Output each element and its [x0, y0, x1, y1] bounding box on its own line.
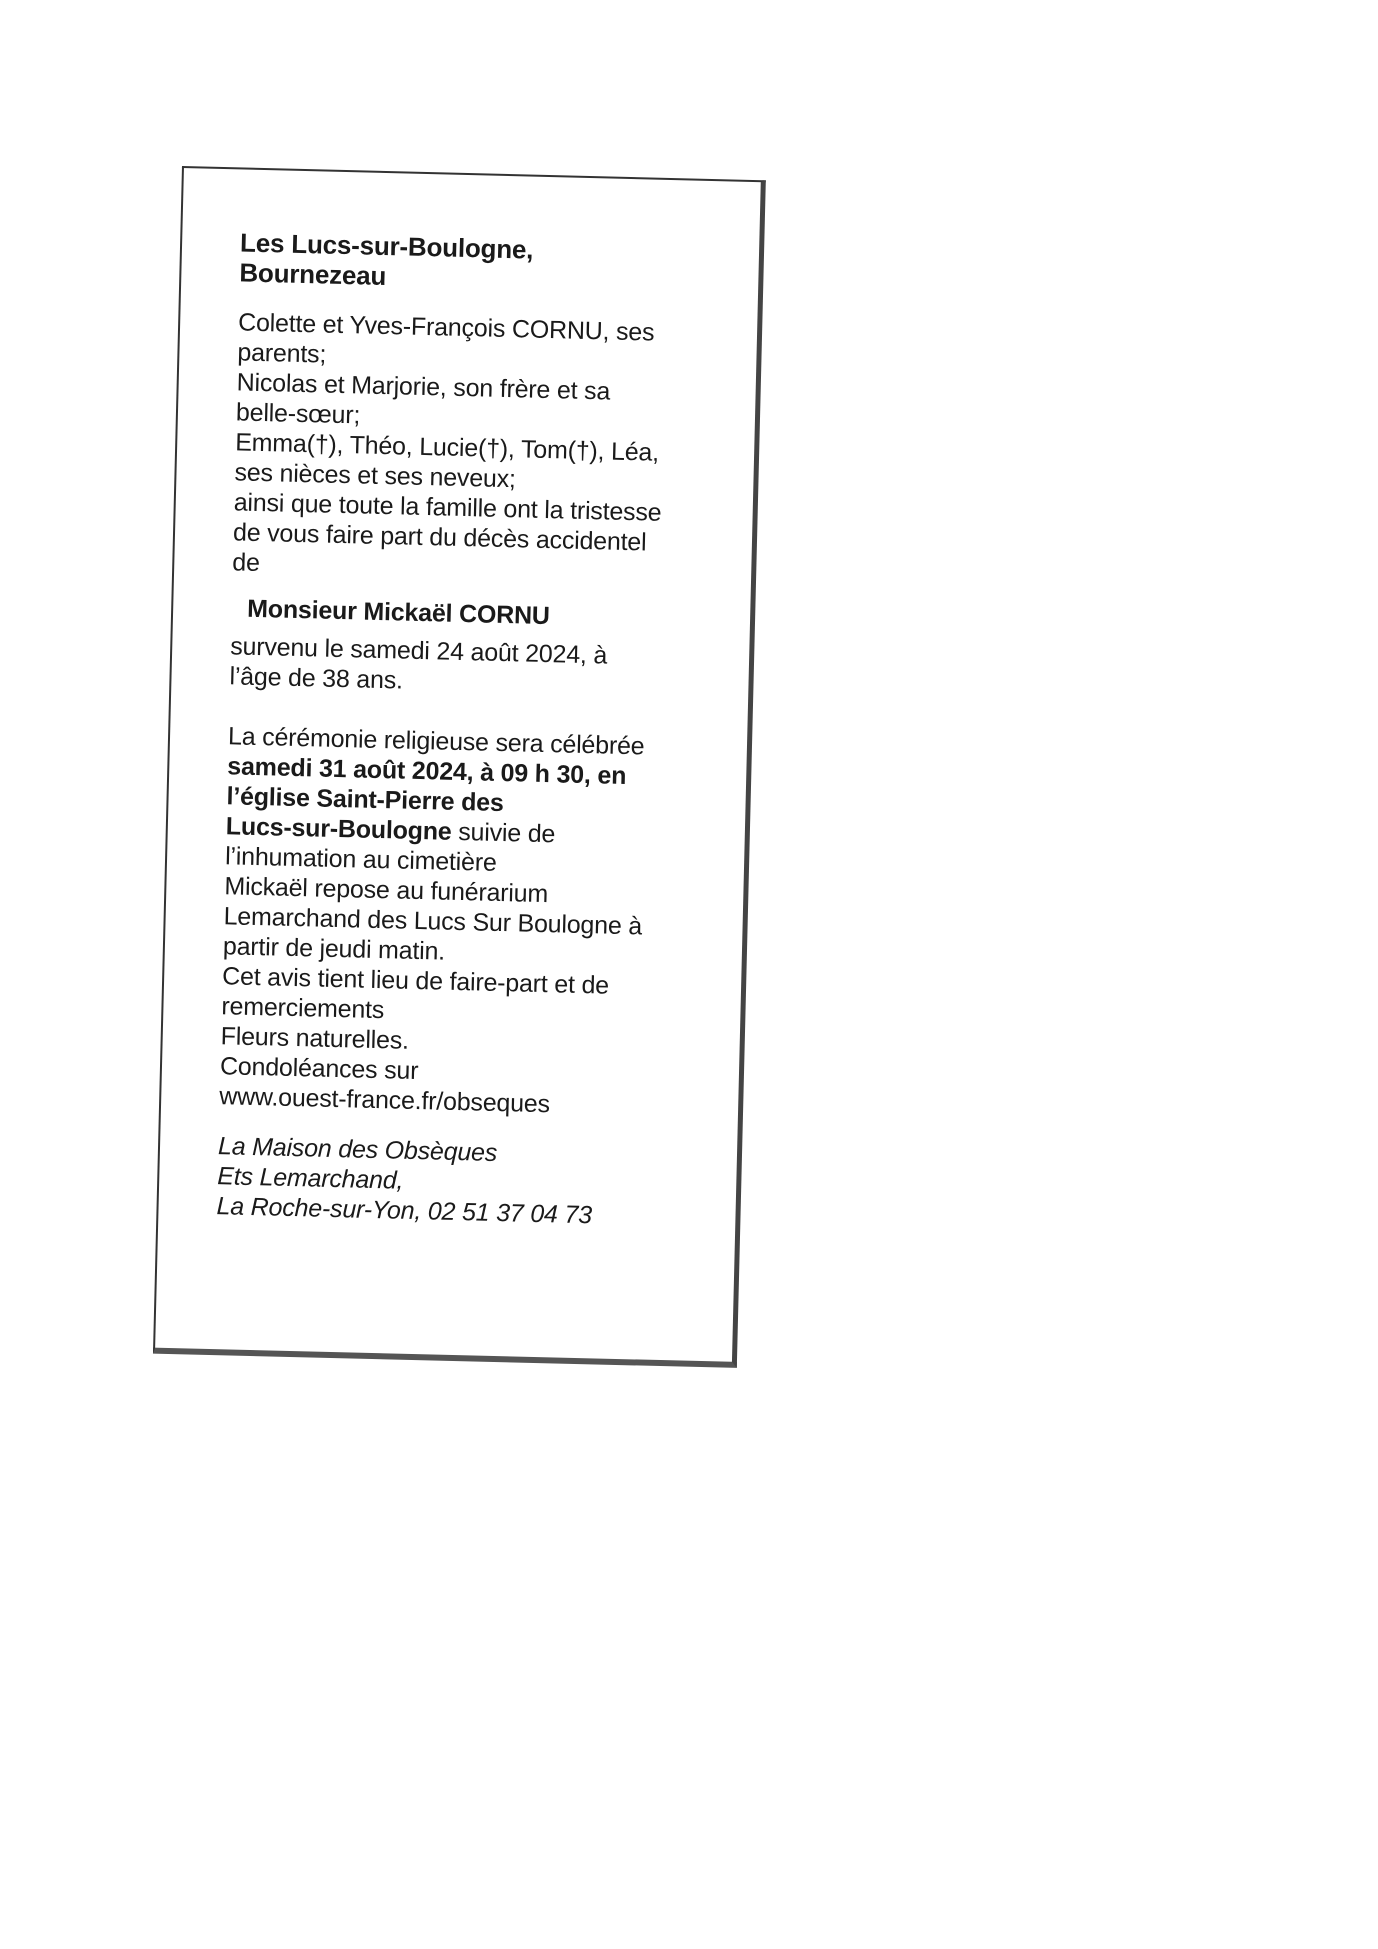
ceremony-line: Condoléances sur — [219, 1052, 419, 1086]
family-line: Nicolas et Marjorie, son frère et sa — [236, 368, 611, 406]
family-line: Colette et Yves-François CORNU, ses — [237, 308, 655, 347]
ceremony-line: Cet avis tient lieu de faire-part et de — [221, 962, 610, 1000]
obituary-notice — [153, 166, 766, 1368]
condolences-url: www.ouest-france.fr/obseques — [218, 1082, 551, 1119]
ceremony-town: Lucs-sur-Boulogne — [225, 812, 452, 846]
ceremony-line: partir de jeudi matin. — [222, 932, 446, 966]
funeral-home-line: La Maison des Obsèques — [217, 1132, 498, 1167]
family-line: belle-sœur; — [235, 398, 361, 430]
death-details-line: survenu le samedi 24 août 2024, à — [229, 632, 608, 670]
ceremony-line: La cérémonie religieuse sera célébrée — [227, 722, 645, 761]
family-line: de vous faire part du décès accidentel — [232, 518, 647, 557]
ceremony-date-line: samedi 31 août 2024, à 09 h 30, en — [227, 752, 627, 791]
ceremony-line: Lemarchand des Lucs Sur Boulogne à — [223, 902, 643, 941]
family-line: de — [231, 548, 261, 578]
notice-text — [216, 227, 710, 1232]
family-line: Emma(†), Théo, Lucie(†), Tom(†), Léa, — [234, 428, 660, 467]
family-line: ses nièces et ses neveux; — [234, 458, 517, 494]
ceremony-line: l’inhumation au cimetière — [224, 842, 497, 877]
death-details-line: l’âge de 38 ans. — [229, 662, 404, 695]
deceased-name: Monsieur Mickaël CORNU — [246, 594, 551, 631]
location-heading-line2: Bournezeau — [239, 257, 387, 292]
funeral-home-contact: La Roche-sur-Yon, 02 51 37 04 73 — [216, 1192, 593, 1230]
ceremony-line: Mickaël repose au funérarium — [224, 872, 549, 909]
ceremony-followed-by: suivie de — [451, 817, 556, 849]
family-line: parents; — [237, 338, 327, 369]
family-line: ainsi que toute la famille ont la tristesse — [233, 488, 662, 527]
ceremony-place-line: l’église Saint-Pierre des — [226, 782, 504, 818]
ceremony-line: remerciements — [221, 992, 385, 1025]
location-heading-line1: Les Lucs-sur-Boulogne, — [239, 227, 534, 265]
ceremony-line: Fleurs naturelles. — [220, 1022, 410, 1055]
funeral-home-line: Ets Lemarchand, — [216, 1162, 404, 1195]
